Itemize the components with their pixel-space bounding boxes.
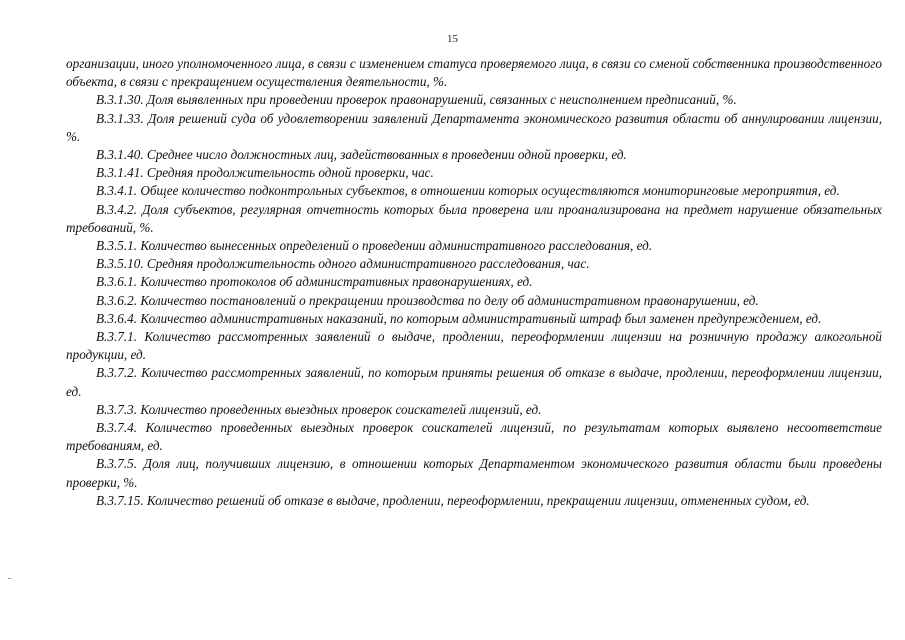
paragraph: В.3.7.3. Количество проведенных выездных проверок соискателей лицензий, ед.	[96, 401, 542, 417]
paragraph: В.3.7.1. Количество рассмотренных заявлений о выдаче, продлении, переоформлении лицензии на розничную продажу алкогольной продукции, ед.	[66, 329, 882, 363]
paragraph: В.3.7.5. Доля лиц, получивших лицензию, в отношении которых Департаментом экономического развития области были проведены проверки, %.	[66, 456, 882, 490]
document-body	[66, 55, 882, 510]
paragraph: В.3.6.4. Количество административных наказаний, по которым административный штраф был заменен предупреждением, ед.	[96, 310, 822, 326]
page-number: 15	[447, 33, 458, 45]
paragraph: В.3.1.40. Среднее число должностных лиц, задействованных в проведении одной проверки, ед.	[96, 147, 627, 163]
paragraph: В.3.4.2. Доля субъектов, регулярная отчетность которых была проверена или проанализирована на предмет нарушение обязательных требований, %.	[66, 201, 882, 235]
paragraph: В.3.1.33. Доля решений суда об удовлетворении заявлений Департамента экономического развития области об аннулировании лицензии, %.	[66, 110, 882, 144]
paragraph: В.3.5.1. Количество вынесенных определений о проведении административного расследования, ед.	[96, 238, 653, 254]
paragraph: В.3.4.1. Общее количество подконтрольных субъектов, в отношении которых осуществляются мониторинговые мероприятия, ед.	[96, 183, 840, 199]
paragraph: В.3.1.41. Средняя продолжительность одной проверки, час.	[96, 165, 434, 181]
paragraph: В.3.7.2. Количество рассмотренных заявлений, по которым приняты решения об отказе в выдаче, продлении, переоформлении лицензии, ед.	[66, 365, 882, 399]
paragraph: В.3.1.30. Доля выявленных при проведении проверок правонарушений, связанных с неисполнением предписаний, %.	[96, 92, 737, 108]
paragraph: В.3.6.1. Количество протоколов об административных правонарушениях, ед.	[96, 274, 533, 290]
paragraph: В.3.7.4. Количество проведенных выездных проверок соискателей лицензий, по результатам которых выявлено несоответствие требованиям, ед.	[66, 420, 882, 454]
scan-edge-mark	[8, 578, 11, 579]
paragraph: организации, иного уполномоченного лица, в связи с изменением статуса проверяемого лица, в связи со сменой собственника производственного объекта, в связи с прекращением осуществления деятельности, %.	[66, 56, 882, 90]
paragraph: В.3.5.10. Средняя продолжительность одного административного расследования, час.	[96, 256, 590, 272]
paragraph: В.3.6.2. Количество постановлений о прекращении производства по делу об административном правонарушении, ед.	[96, 292, 759, 308]
paragraph: В.3.7.15. Количество решений об отказе в выдаче, продлении, переоформлении, прекращении лицензии, отмененных судом, ед.	[96, 492, 810, 508]
